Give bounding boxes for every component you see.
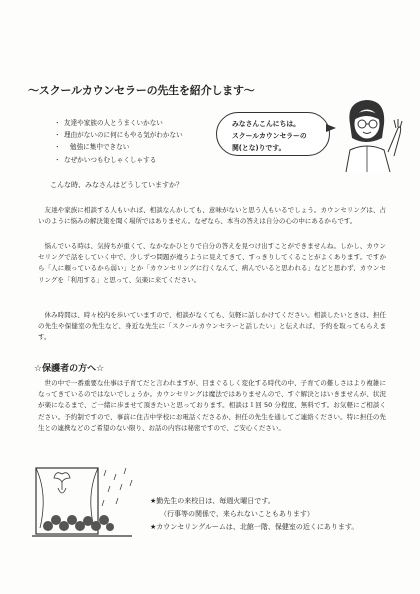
list-item: ・ なぜかいつもむしゃくしゃする bbox=[56, 154, 236, 166]
guardian-paragraph: 世の中で一番重要な仕事は子育てだと言われますが、目まぐるしく変化する時代の中、子育ての難しさはより複雑になってきているのではないでしょうか。カウンセリングは魔法ではありませんので、すぐ解決とはいきませんが、状況が楽になるまで、ご一緒に歩ませて頂きたいと思っております。相談は１回 50 分程度、無料です。お気軽にご相談ください。予約制ですので、事前に住吉中学校にお電話くださるか、担任の先生を通してご連絡ください。特に担任の先生との連携などのご希望のない限り、お話の内容は秘密ですので、ご安心ください。 bbox=[38, 379, 386, 432]
list-item: ・ 理由がないのに何にもやる気がわかない bbox=[56, 129, 236, 141]
visit-day-note: （行事等の関係で、来られないこともあります） bbox=[160, 510, 314, 518]
guardian-heading: ☆保護者の方へ☆ bbox=[34, 364, 105, 374]
counselor-illustration bbox=[332, 94, 404, 172]
concern-list bbox=[56, 117, 236, 166]
speech-bubble-text: みなさんこんにちは。 スクールカウンセラーの 関(とな)りです。 bbox=[232, 120, 307, 152]
list-item: ・ 勉強に集中できない bbox=[56, 141, 236, 153]
page-title: ～スクールカウンセラーの先生を紹介します～ bbox=[28, 84, 255, 97]
room-location-text: ★カウンセリングルームは、北館一階、保健室の近くにあります。 bbox=[150, 523, 359, 531]
paragraph: 悩んでいる時は、気持ちが重くて、なかなかひとりで自分の答えを見つけ出すことができませんね。しかし、カウンセリングで話をしていく中で、少しずつ問題が違うように見えてきて、すっきりしてくることがよくあります。ですから「人に頼っているから弱い」とか「カウンセリングに行くなんて、病んでいると思われる」などと思わず、カウンセリングを「利用する」と思って、気楽に来てください。 bbox=[38, 242, 386, 284]
question-text: こんな時、みなさんはどうしていますか？ bbox=[50, 181, 183, 189]
visit-day-text: ★勤先生の来校日は、毎週火曜日です。 bbox=[150, 497, 275, 505]
list-item: ・ 友達や家族の人とうまくいかない bbox=[56, 117, 236, 129]
paragraph: 休み時間は、時々校内を歩いていますので、相談がなくても、気軽に話しかけてください。相談したいときは、担任の先生や保健室の先生など、身近な先生に「スクールカウンセラーと話したい」と伝えれば、予約を取ってもらえます。 bbox=[38, 311, 386, 342]
paragraph: 友達や家族に相談する人もいれば、相談なんかしても、意味がないと思う人もいるでしょう。カウンセリングは、占いのように悩みの解決策を聞く場所ではありません。なぜなら、本当の答えは自分の心の中にあるからです。 bbox=[38, 206, 386, 226]
window-illustration bbox=[32, 464, 142, 542]
